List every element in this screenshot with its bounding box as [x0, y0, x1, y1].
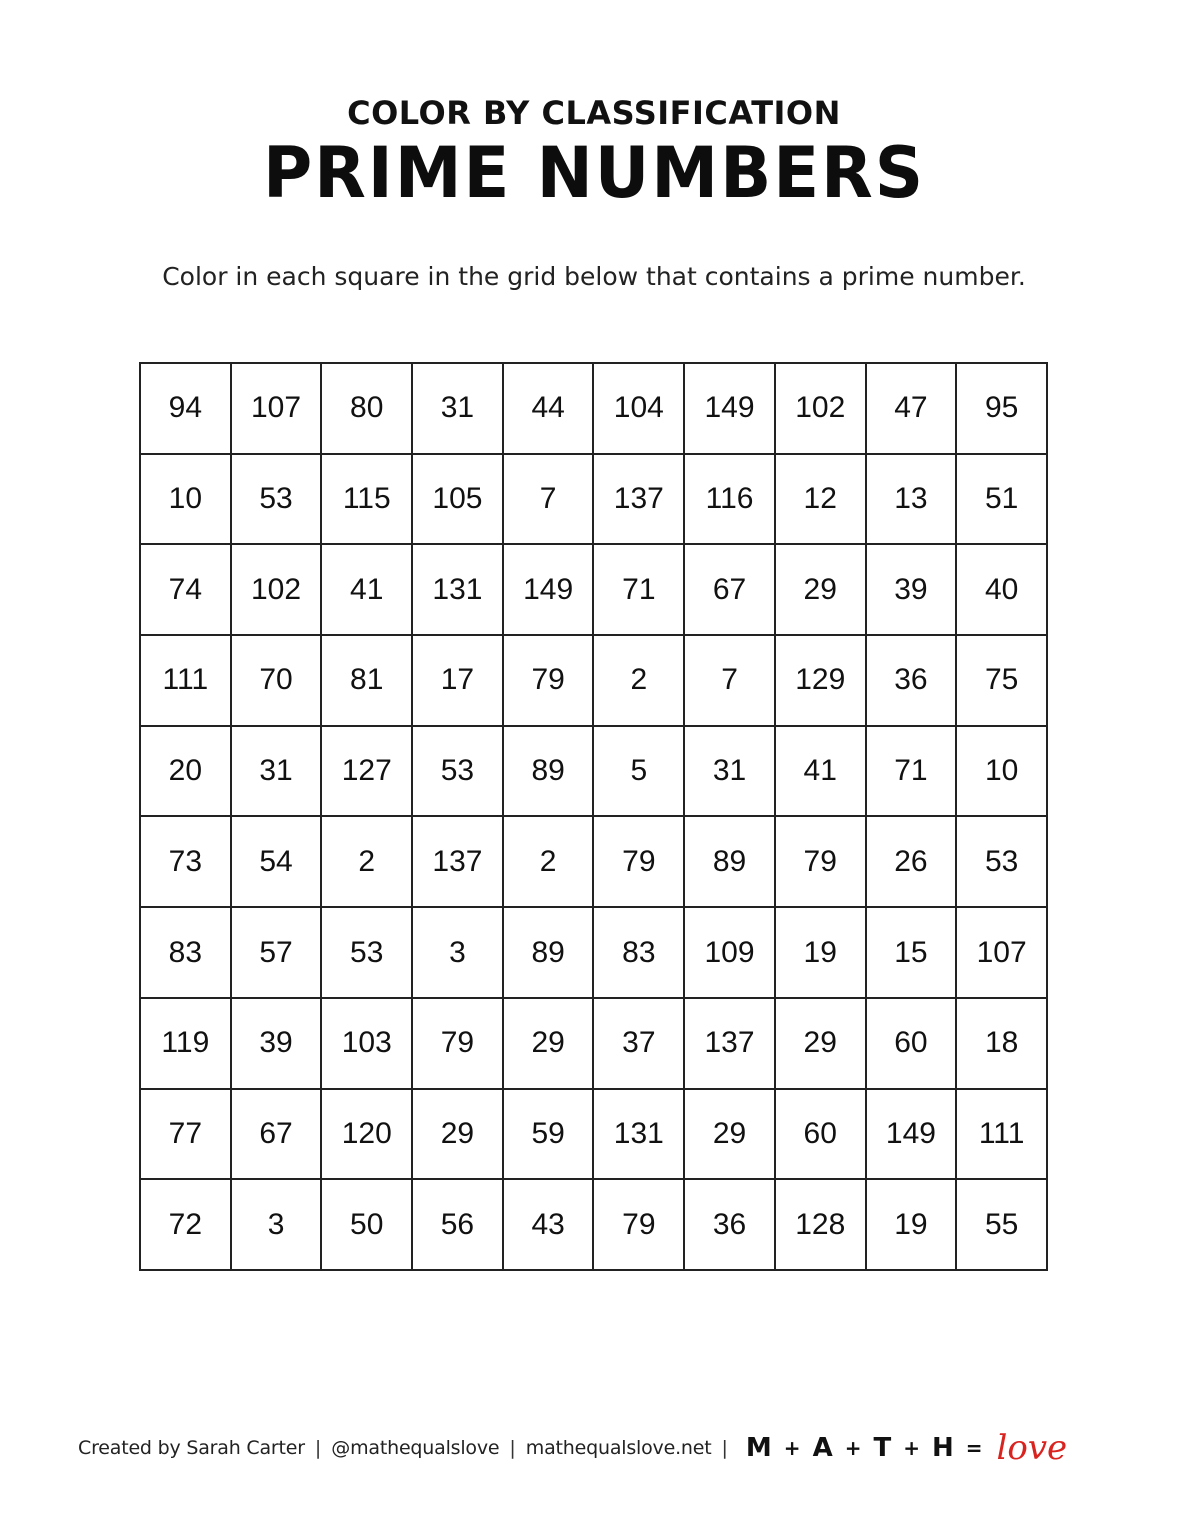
grid-cell[interactable]: 15: [867, 908, 958, 999]
grid-cell[interactable]: 29: [504, 999, 595, 1090]
grid-cell[interactable]: 70: [232, 636, 323, 727]
grid-cell[interactable]: 131: [413, 545, 504, 636]
grid-cell[interactable]: 10: [957, 727, 1048, 818]
grid-cell[interactable]: 137: [685, 999, 776, 1090]
grid-cell[interactable]: 29: [685, 1090, 776, 1181]
grid-cell[interactable]: 18: [957, 999, 1048, 1090]
plus-icon: +: [903, 1436, 920, 1460]
grid-cell[interactable]: 107: [232, 364, 323, 455]
plus-icon: +: [783, 1436, 801, 1460]
grid-cell[interactable]: 128: [776, 1180, 867, 1271]
grid-cell[interactable]: 31: [232, 727, 323, 818]
grid-cell[interactable]: 111: [957, 1090, 1048, 1181]
grid-cell[interactable]: 5: [594, 727, 685, 818]
grid-cell[interactable]: 2: [594, 636, 685, 727]
grid-cell[interactable]: 57: [232, 908, 323, 999]
grid-cell[interactable]: 60: [776, 1090, 867, 1181]
grid-cell[interactable]: 2: [322, 817, 413, 908]
grid-cell[interactable]: 53: [413, 727, 504, 818]
grid-cell[interactable]: 36: [685, 1180, 776, 1271]
grid-cell[interactable]: 19: [776, 908, 867, 999]
grid-cell[interactable]: 20: [141, 727, 232, 818]
grid-cell[interactable]: 60: [867, 999, 958, 1090]
grid-cell[interactable]: 39: [867, 545, 958, 636]
grid-cell[interactable]: 137: [594, 455, 685, 546]
grid-cell[interactable]: 3: [232, 1180, 323, 1271]
grid-cell[interactable]: 81: [322, 636, 413, 727]
grid-cell[interactable]: 89: [504, 908, 595, 999]
grid-cell[interactable]: 149: [504, 545, 595, 636]
grid-cell[interactable]: 54: [232, 817, 323, 908]
grid-cell[interactable]: 104: [594, 364, 685, 455]
grid-cell[interactable]: 129: [776, 636, 867, 727]
logo-letter: A: [812, 1433, 833, 1463]
grid-cell[interactable]: 83: [594, 908, 685, 999]
grid-cell[interactable]: 59: [504, 1090, 595, 1181]
grid-cell[interactable]: 53: [957, 817, 1048, 908]
grid-cell[interactable]: 29: [776, 545, 867, 636]
grid-cell[interactable]: 71: [594, 545, 685, 636]
grid-cell[interactable]: 149: [867, 1090, 958, 1181]
grid-cell[interactable]: 67: [685, 545, 776, 636]
grid-cell[interactable]: 103: [322, 999, 413, 1090]
grid-cell[interactable]: 79: [594, 1180, 685, 1271]
grid-cell[interactable]: 102: [232, 545, 323, 636]
grid-cell[interactable]: 12: [776, 455, 867, 546]
equals-icon: =: [965, 1436, 983, 1460]
grid-cell[interactable]: 37: [594, 999, 685, 1090]
credit-handle: @mathequalslove: [331, 1437, 500, 1459]
grid-cell[interactable]: 36: [867, 636, 958, 727]
grid-cell[interactable]: 109: [685, 908, 776, 999]
grid-cell[interactable]: 79: [413, 999, 504, 1090]
grid-cell[interactable]: 107: [957, 908, 1048, 999]
grid-cell[interactable]: 7: [685, 636, 776, 727]
grid-cell[interactable]: 31: [685, 727, 776, 818]
grid-cell[interactable]: 94: [141, 364, 232, 455]
grid-cell[interactable]: 39: [232, 999, 323, 1090]
logo-love-script: love: [996, 1428, 1068, 1468]
separator: |: [509, 1437, 516, 1459]
plus-icon: +: [844, 1436, 862, 1460]
grid-cell[interactable]: 120: [322, 1090, 413, 1181]
grid-cell[interactable]: 10: [141, 455, 232, 546]
grid-cell[interactable]: 17: [413, 636, 504, 727]
grid-cell[interactable]: 105: [413, 455, 504, 546]
grid-cell[interactable]: 111: [141, 636, 232, 727]
instructions: Color in each square in the grid below that contains a prime number.: [162, 262, 1026, 291]
grid-cell[interactable]: 79: [776, 817, 867, 908]
grid-cell[interactable]: 115: [322, 455, 413, 546]
grid-cell[interactable]: 29: [413, 1090, 504, 1181]
grid-cell[interactable]: 55: [957, 1180, 1048, 1271]
separator: |: [314, 1437, 322, 1459]
math-equals-love-logo: [746, 1428, 1067, 1468]
grid-cell[interactable]: 56: [413, 1180, 504, 1271]
logo-letter: H: [931, 1433, 954, 1463]
grid-cell[interactable]: 72: [141, 1180, 232, 1271]
grid-cell[interactable]: 29: [776, 999, 867, 1090]
grid-cell[interactable]: 26: [867, 817, 958, 908]
grid-cell[interactable]: 3: [413, 908, 504, 999]
credit-website: mathequalslove.net: [525, 1437, 712, 1459]
grid-cell[interactable]: 74: [141, 545, 232, 636]
grid-cell[interactable]: 43: [504, 1180, 595, 1271]
grid-cell[interactable]: 2: [504, 817, 595, 908]
grid-cell[interactable]: 31: [413, 364, 504, 455]
separator: |: [721, 1437, 728, 1459]
grid-cell[interactable]: 119: [141, 999, 232, 1090]
grid-cell[interactable]: 41: [776, 727, 867, 818]
grid-cell[interactable]: 67: [232, 1090, 323, 1181]
grid-cell[interactable]: 89: [504, 727, 595, 818]
grid-cell[interactable]: 53: [232, 455, 323, 546]
grid-cell[interactable]: 131: [594, 1090, 685, 1181]
worksheet-subtitle: COLOR BY CLASSIFICATION: [347, 94, 841, 132]
worksheet-title: PRIME NUMBERS: [262, 132, 926, 214]
grid-cell[interactable]: 83: [141, 908, 232, 999]
grid-cell[interactable]: 50: [322, 1180, 413, 1271]
grid-cell[interactable]: 137: [413, 817, 504, 908]
grid-cell[interactable]: 13: [867, 455, 958, 546]
footer: [78, 1428, 1067, 1468]
grid-cell[interactable]: 95: [957, 364, 1048, 455]
grid-cell[interactable]: 116: [685, 455, 776, 546]
grid-cell[interactable]: 79: [594, 817, 685, 908]
grid-cell[interactable]: 80: [322, 364, 413, 455]
grid-cell[interactable]: 44: [504, 364, 595, 455]
grid-cell[interactable]: 102: [776, 364, 867, 455]
credit-author: Created by Sarah Carter: [78, 1437, 305, 1459]
grid-cell[interactable]: 7: [504, 455, 595, 546]
grid-cell[interactable]: 89: [685, 817, 776, 908]
grid-cell[interactable]: 75: [957, 636, 1048, 727]
grid-cell[interactable]: 71: [867, 727, 958, 818]
grid-cell[interactable]: 40: [957, 545, 1048, 636]
logo-letter: M: [745, 1433, 772, 1463]
grid-cell[interactable]: 149: [685, 364, 776, 455]
grid-cell[interactable]: 127: [322, 727, 413, 818]
grid-cell[interactable]: 73: [141, 817, 232, 908]
grid-cell[interactable]: 41: [322, 545, 413, 636]
grid-cell[interactable]: 53: [322, 908, 413, 999]
grid-cell[interactable]: 51: [957, 455, 1048, 546]
number-grid: [139, 362, 1048, 1271]
grid-cell[interactable]: 19: [867, 1180, 958, 1271]
grid-cell[interactable]: 77: [141, 1090, 232, 1181]
grid-cell[interactable]: 79: [504, 636, 595, 727]
logo-letter: T: [873, 1433, 892, 1463]
grid-cell[interactable]: 47: [867, 364, 958, 455]
